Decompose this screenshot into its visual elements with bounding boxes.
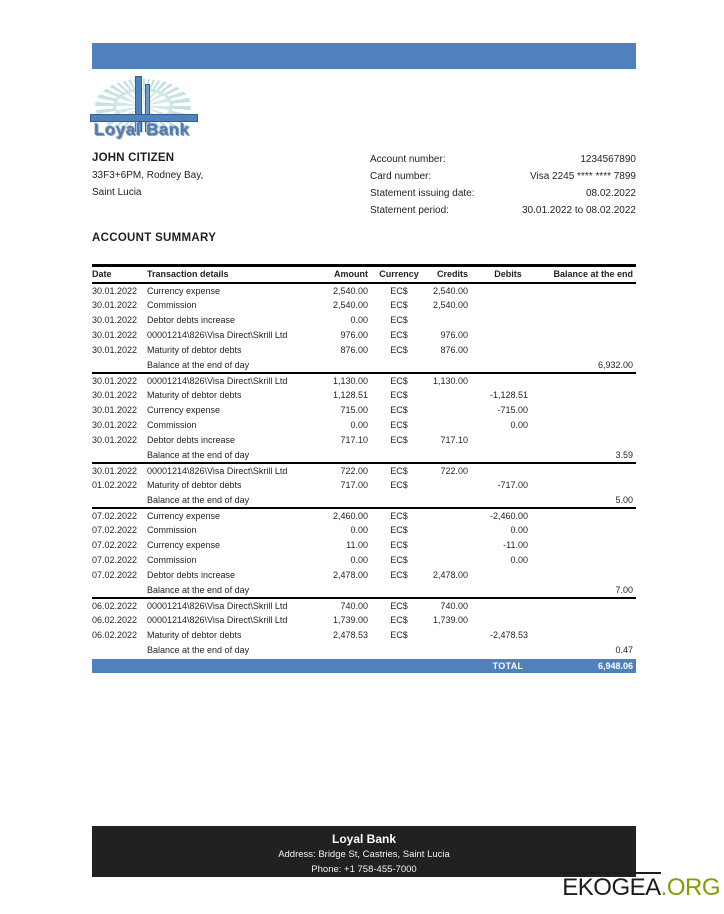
- cell-credits: [424, 523, 474, 538]
- transaction-group: [92, 463, 636, 508]
- cell-debits: [474, 583, 542, 598]
- transaction-row: [92, 568, 636, 583]
- cell-debits: [474, 298, 542, 313]
- cell-amount: 0.00: [350, 315, 368, 325]
- cell-debits: [474, 613, 542, 628]
- cell-amount: 2,540.00: [332, 300, 368, 310]
- cell-balance: [542, 388, 636, 403]
- cell-debits: [474, 358, 542, 373]
- cell-amount: 740.00: [340, 600, 368, 611]
- cell-debits: -11.00: [503, 540, 528, 550]
- cell-date: 30.01.2022: [92, 390, 138, 400]
- cell-debits: -717.00: [497, 480, 528, 490]
- cell-balance: [542, 403, 636, 418]
- cell-details: Maturity of debtor debts: [147, 390, 242, 400]
- transaction-row: [92, 403, 636, 418]
- transaction-row: [92, 298, 636, 313]
- cell-currency: EC$: [390, 315, 408, 325]
- cell-details: Commission: [147, 420, 197, 430]
- cell-currency: EC$: [390, 300, 408, 310]
- cell-currency: [374, 448, 424, 463]
- transaction-row: [92, 373, 636, 388]
- cell-debits: [474, 343, 542, 358]
- cell-currency: [374, 643, 424, 658]
- cell-amount: [322, 493, 374, 508]
- cell-currency: EC$: [390, 285, 408, 296]
- footer-bar: [92, 826, 636, 877]
- balance-row: [92, 448, 636, 463]
- total-value: 6,948.06: [542, 658, 636, 673]
- total-row: [92, 658, 636, 673]
- cell-amount: 1,130.00: [332, 375, 368, 386]
- cell-amount: 717.00: [340, 480, 368, 490]
- transaction-row: [92, 628, 636, 643]
- cell-currency: EC$: [390, 540, 408, 550]
- cell-details: Debtor debts increase: [147, 315, 236, 325]
- cell-details: 00001214\826\Visa Direct\Skrill Ltd: [147, 600, 288, 611]
- cell-debits: [474, 493, 542, 508]
- cell-date: 07.02.2022: [92, 555, 138, 565]
- account-info-row: [370, 202, 636, 219]
- account-info-block: [370, 151, 636, 219]
- cell-details: Commission: [147, 300, 197, 310]
- cell-details: Currency expense: [147, 405, 221, 415]
- cell-credits: [424, 388, 474, 403]
- total-empty-cell: [424, 658, 474, 673]
- footer-address: Address: Bridge St, Castries, Saint Lucia: [278, 849, 450, 860]
- cell-date: [92, 583, 147, 598]
- cell-amount: 722.00: [340, 465, 368, 476]
- cell-debits: [474, 328, 542, 343]
- cell-currency: [374, 358, 424, 373]
- cell-credits: [424, 553, 474, 568]
- cell-credits: [424, 583, 474, 598]
- card-number-value: Visa 2245 **** **** 7899: [529, 171, 636, 182]
- cell-credits: 876.00: [440, 345, 468, 355]
- cell-amount: 1,739.00: [332, 615, 368, 625]
- transaction-row: [92, 598, 636, 613]
- cell-details: Maturity of debtor debts: [147, 630, 242, 640]
- table-header-row: [92, 266, 636, 283]
- cell-date: [92, 358, 147, 373]
- cell-amount: 0.00: [350, 525, 368, 535]
- account-summary-table: [92, 264, 636, 673]
- card-number-label: Card number:: [370, 171, 432, 182]
- cell-currency: EC$: [390, 525, 408, 535]
- balance-row-label: Balance at the end of day: [147, 359, 250, 370]
- cell-debits: -1,128.51: [489, 390, 528, 400]
- cell-balance: [542, 328, 636, 343]
- cell-currency: EC$: [390, 600, 408, 611]
- transaction-row: [92, 478, 636, 493]
- statement-period-value: 30.01.2022 to 08.02.2022: [522, 205, 636, 216]
- account-info-row: [370, 185, 636, 202]
- transaction-row: [92, 523, 636, 538]
- transaction-row: [92, 613, 636, 628]
- account-info-row: [370, 168, 636, 185]
- cell-date: 30.01.2022: [92, 315, 138, 325]
- transaction-row: [92, 328, 636, 343]
- cell-currency: EC$: [390, 420, 408, 430]
- cell-debits: [474, 643, 542, 658]
- cell-amount: 0.00: [350, 555, 368, 565]
- cell-credits: 1,739.00: [432, 615, 468, 625]
- balance-row-value: 7.00: [615, 584, 633, 595]
- total-label: TOTAL: [474, 658, 542, 673]
- transaction-row: [92, 508, 636, 523]
- cell-debits: 0.00: [510, 525, 528, 535]
- cell-debits: -2,460.00: [489, 510, 528, 521]
- balance-row-value: 5.00: [615, 494, 633, 505]
- cell-currency: EC$: [390, 630, 408, 640]
- cell-credits: [424, 478, 474, 493]
- cell-debits: -2,478.53: [489, 630, 528, 640]
- cell-amount: 0.00: [350, 420, 368, 430]
- cell-debits: [474, 283, 542, 298]
- cell-details: Maturity of debtor debts: [147, 345, 242, 355]
- cell-date: 30.01.2022: [92, 285, 138, 296]
- column-header-currency: Currency: [374, 266, 424, 283]
- cell-currency: EC$: [390, 390, 408, 400]
- cell-currency: EC$: [390, 330, 408, 340]
- cell-details: Currency expense: [147, 510, 221, 521]
- cell-date: 07.02.2022: [92, 570, 138, 580]
- cell-amount: 717.10: [340, 435, 368, 445]
- cell-date: 01.02.2022: [92, 480, 138, 490]
- transaction-row: [92, 433, 636, 448]
- cell-balance: [542, 598, 636, 613]
- cell-debits: 0.00: [510, 420, 528, 430]
- cell-credits: 2,540.00: [432, 300, 468, 310]
- cell-details: Currency expense: [147, 285, 221, 296]
- cell-debits: 0.00: [510, 555, 528, 565]
- transaction-row: [92, 463, 636, 478]
- cell-details: Maturity of debtor debts: [147, 480, 242, 490]
- cell-balance: [542, 613, 636, 628]
- cell-details: Debtor debts increase: [147, 570, 236, 580]
- cell-amount: 11.00: [346, 540, 368, 550]
- cell-credits: [424, 508, 474, 523]
- cell-currency: EC$: [390, 480, 408, 490]
- cell-debits: [474, 448, 542, 463]
- column-header-transaction-details: Transaction details: [147, 266, 322, 283]
- cell-details: Debtor debts increase: [147, 435, 236, 445]
- loyal-bank-logo: [90, 74, 198, 142]
- cell-currency: EC$: [390, 405, 408, 415]
- transaction-row: [92, 553, 636, 568]
- cell-currency: EC$: [390, 510, 408, 521]
- cell-debits: -715.00: [497, 405, 528, 415]
- cell-amount: 2,478.53: [332, 630, 368, 640]
- cell-balance: [542, 298, 636, 313]
- cell-credits: 717.10: [440, 435, 468, 445]
- transaction-group: [92, 283, 636, 373]
- balance-row: [92, 583, 636, 598]
- cell-debits: [474, 433, 542, 448]
- column-header-date: Date: [92, 266, 147, 283]
- balance-row-label: Balance at the end of day: [147, 644, 250, 655]
- cell-amount: [322, 643, 374, 658]
- cell-debits: [474, 463, 542, 478]
- cell-currency: EC$: [390, 465, 408, 476]
- cell-debits: [474, 373, 542, 388]
- cell-amount: [322, 358, 374, 373]
- balance-row-label: Balance at the end of day: [147, 449, 250, 460]
- cell-credits: 2,478.00: [432, 570, 468, 580]
- cell-balance: [542, 313, 636, 328]
- total-empty-cell: [147, 658, 322, 673]
- cell-credits: 740.00: [440, 600, 468, 611]
- cell-balance: [542, 463, 636, 478]
- logo-wordmark: Loyal Bank: [94, 120, 190, 139]
- cell-debits: [474, 313, 542, 328]
- cell-currency: [374, 493, 424, 508]
- cell-credits: 976.00: [440, 330, 468, 340]
- cell-balance: [542, 538, 636, 553]
- cell-details: Commission: [147, 555, 197, 565]
- cell-date: 07.02.2022: [92, 540, 138, 550]
- cell-date: [92, 448, 147, 463]
- total-section: [92, 658, 636, 673]
- statement-period-label: Statement period:: [370, 205, 449, 216]
- cell-date: 30.01.2022: [92, 405, 138, 415]
- balance-row-value: 0.47: [615, 644, 633, 655]
- cell-credits: [424, 313, 474, 328]
- column-header-credits: Credits: [424, 266, 474, 283]
- cell-details: 00001214\826\Visa Direct\Skrill Ltd: [147, 465, 288, 476]
- cell-credits: [424, 493, 474, 508]
- cell-balance: [542, 628, 636, 643]
- balance-row: [92, 493, 636, 508]
- cell-currency: EC$: [390, 570, 408, 580]
- cell-date: 30.01.2022: [92, 435, 138, 445]
- transaction-row: [92, 313, 636, 328]
- cell-credits: [424, 358, 474, 373]
- transaction-row: [92, 418, 636, 433]
- column-header-debits: Debits: [474, 266, 542, 283]
- cell-date: 30.01.2022: [92, 300, 138, 310]
- cell-details: Commission: [147, 525, 197, 535]
- cell-balance: [542, 523, 636, 538]
- cell-amount: 2,478.00: [332, 570, 368, 580]
- cell-date: 30.01.2022: [92, 330, 138, 340]
- header-accent-bar: [92, 43, 636, 69]
- cell-credits: 2,540.00: [432, 285, 468, 296]
- total-empty-cell: [322, 658, 374, 673]
- section-title: ACCOUNT SUMMARY: [92, 232, 217, 244]
- balance-row: [92, 643, 636, 658]
- cell-credits: 1,130.00: [432, 375, 468, 386]
- account-info-row: [370, 151, 636, 168]
- cell-balance: [542, 283, 636, 298]
- watermark-name: EKOGEA: [556, 872, 660, 901]
- cell-credits: [424, 643, 474, 658]
- cell-details: Currency expense: [147, 540, 221, 550]
- cell-details: 00001214\826\Visa Direct\Skrill Ltd: [147, 375, 288, 386]
- cell-amount: 876.00: [340, 345, 368, 355]
- cell-amount: 2,460.00: [332, 510, 368, 521]
- transaction-row: [92, 538, 636, 553]
- cell-date: 30.01.2022: [92, 420, 138, 430]
- cell-amount: 1,128.51: [332, 390, 368, 400]
- cell-amount: 2,540.00: [332, 285, 368, 296]
- cell-details: 00001214\826\Visa Direct\Skrill Ltd: [147, 615, 288, 625]
- statement-issuing-date-label: Statement issuing date:: [370, 188, 475, 199]
- statement-issuing-date-value: 08.02.2022: [585, 188, 636, 199]
- cell-currency: [374, 583, 424, 598]
- cell-currency: EC$: [390, 345, 408, 355]
- cell-currency: EC$: [390, 375, 408, 386]
- cell-balance: [542, 418, 636, 433]
- cell-date: 06.02.2022: [92, 615, 138, 625]
- customer-address-line2: Saint Lucia: [92, 187, 142, 198]
- transaction-group: [92, 508, 636, 598]
- cell-amount: [322, 448, 374, 463]
- cell-date: 30.01.2022: [92, 465, 138, 476]
- cell-date: [92, 493, 147, 508]
- customer-block: [92, 150, 332, 201]
- column-header-amount: Amount: [322, 266, 374, 283]
- cell-date: 30.01.2022: [92, 375, 138, 386]
- cell-debits: [474, 568, 542, 583]
- cell-date: 06.02.2022: [92, 630, 138, 640]
- footer-phone: Phone: +1 758-455-7000: [311, 864, 417, 875]
- balance-row: [92, 358, 636, 373]
- transaction-row: [92, 283, 636, 298]
- cell-date: 07.02.2022: [92, 525, 138, 535]
- cell-balance: [542, 433, 636, 448]
- cell-amount: [322, 583, 374, 598]
- balance-row-label: Balance at the end of day: [147, 584, 250, 595]
- cell-date: 30.01.2022: [92, 345, 138, 355]
- cell-credits: [424, 448, 474, 463]
- cell-currency: EC$: [390, 615, 408, 625]
- balance-row-label: Balance at the end of day: [147, 494, 250, 505]
- cell-credits: [424, 403, 474, 418]
- cell-balance: [542, 553, 636, 568]
- watermark-tld: .ORG: [660, 874, 720, 901]
- cell-details: 00001214\826\Visa Direct\Skrill Ltd: [147, 330, 288, 340]
- cell-date: [92, 643, 147, 658]
- ekogea-watermark: [556, 874, 720, 902]
- transaction-row: [92, 388, 636, 403]
- customer-name: JOHN CITIZEN: [92, 152, 175, 164]
- total-empty-cell: [374, 658, 424, 673]
- total-empty-cell: [92, 658, 147, 673]
- account-number-value: 1234567890: [580, 154, 636, 165]
- account-number-label: Account number:: [370, 154, 446, 165]
- transaction-group: [92, 598, 636, 658]
- cell-balance: [542, 508, 636, 523]
- cell-balance: [542, 343, 636, 358]
- footer-bank-name: Loyal Bank: [331, 832, 397, 846]
- cell-credits: [424, 628, 474, 643]
- cell-amount: 715.00: [340, 405, 368, 415]
- cell-currency: EC$: [390, 555, 408, 565]
- cell-balance: [542, 373, 636, 388]
- cell-credits: 722.00: [440, 465, 468, 476]
- cell-balance: [542, 568, 636, 583]
- cell-balance: [542, 478, 636, 493]
- table-header: [92, 266, 636, 283]
- customer-address-line1: 33F3+6PM, Rodney Bay,: [92, 170, 204, 181]
- cell-amount: 976.00: [340, 330, 368, 340]
- cell-date: 07.02.2022: [92, 510, 138, 521]
- cell-currency: EC$: [390, 435, 408, 445]
- cell-credits: [424, 538, 474, 553]
- cell-credits: [424, 418, 474, 433]
- balance-row-value: 3.59: [615, 449, 633, 460]
- column-header-balance: Balance at the end: [542, 266, 636, 283]
- cell-debits: [474, 598, 542, 613]
- transaction-row: [92, 343, 636, 358]
- cell-date: 06.02.2022: [92, 600, 138, 611]
- transaction-group: [92, 373, 636, 463]
- balance-row-value: 6,932.00: [597, 359, 633, 370]
